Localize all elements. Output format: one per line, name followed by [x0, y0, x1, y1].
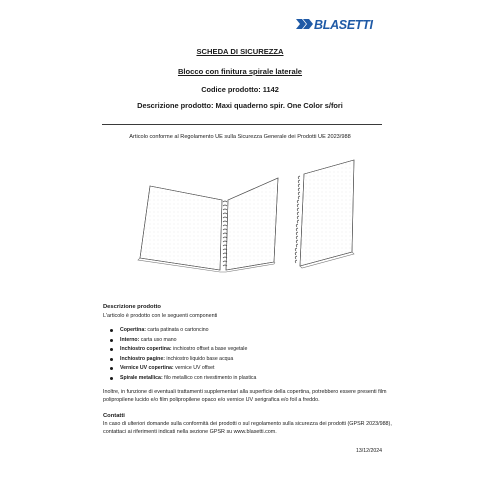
compliance-statement: Articolo conforme al Regolamento UE sulla Sicurezza Generale dei Prodotti UE 2023/988 — [129, 134, 351, 140]
notebook-illustration — [128, 158, 364, 284]
open-notebook-drawing — [138, 178, 278, 272]
component-value: vernice UV offset — [173, 365, 215, 371]
divider — [102, 124, 382, 125]
component-value: carta patinata o cartoncino — [145, 327, 209, 333]
document-title: SCHEDA DI SICUREZZA — [196, 47, 284, 56]
component-label: Inchiostro pagine: — [120, 355, 165, 362]
description-intro: L'articolo è prodotto con le seguenti componenti — [103, 313, 218, 319]
component-value: carta uso mano — [139, 336, 177, 343]
component-label: Vernice UV copertina: — [120, 365, 174, 371]
product-description-line: Descrizione prodotto: Maxi quaderno spir. One Color s/fori — [137, 101, 343, 110]
list-item — [110, 364, 256, 374]
description-heading: Descrizione prodotto — [103, 304, 161, 310]
list-item — [110, 336, 256, 346]
contacts-text: In caso di ulteriori domande sulla conformità dei prodotti o sul regolamento sulla sicurezza dei prodotti (GPSR 2023/988), contattaci ai riferimenti indicati nella sezione GPSR su www.blasetti.com. — [103, 421, 392, 435]
list-item — [110, 355, 256, 365]
component-label: Spirale metallica: — [120, 374, 163, 381]
component-label: Copertina: — [120, 327, 146, 333]
contacts-heading: Contatti — [103, 413, 125, 419]
component-list — [110, 326, 256, 383]
blasetti-logo — [296, 16, 378, 32]
closed-notebook-spiral — [295, 176, 300, 263]
product-subtitle: Blocco con finitura spirale laterale — [177, 67, 303, 76]
surface-treatments-note: Inoltre, in funzione di eventuali trattamenti supplementari alla superficie della copertina, potrebbero essere presenti film polipropilene lucido e/o film polipropilene opaco e/o vernice UV serigrafica e/o foil a freddo. — [103, 389, 387, 403]
component-label: Interno: — [120, 336, 140, 343]
list-item — [110, 326, 256, 336]
document-date: 13/12/2024 — [356, 448, 382, 454]
product-code: Codice prodotto: 1142 — [201, 85, 279, 94]
component-value: filo metallico con rivestimento in plastica — [162, 374, 257, 381]
component-value: inchiostro offset a base vegetale — [171, 346, 248, 352]
svg-text:BLASETTI: BLASETTI — [314, 18, 373, 32]
component-label: Inchiostro copertina: — [120, 346, 172, 352]
component-value: inchiostro liquido base acqua — [164, 355, 234, 362]
list-item — [110, 345, 256, 355]
closed-notebook-drawing — [300, 160, 354, 268]
list-item — [110, 374, 256, 384]
